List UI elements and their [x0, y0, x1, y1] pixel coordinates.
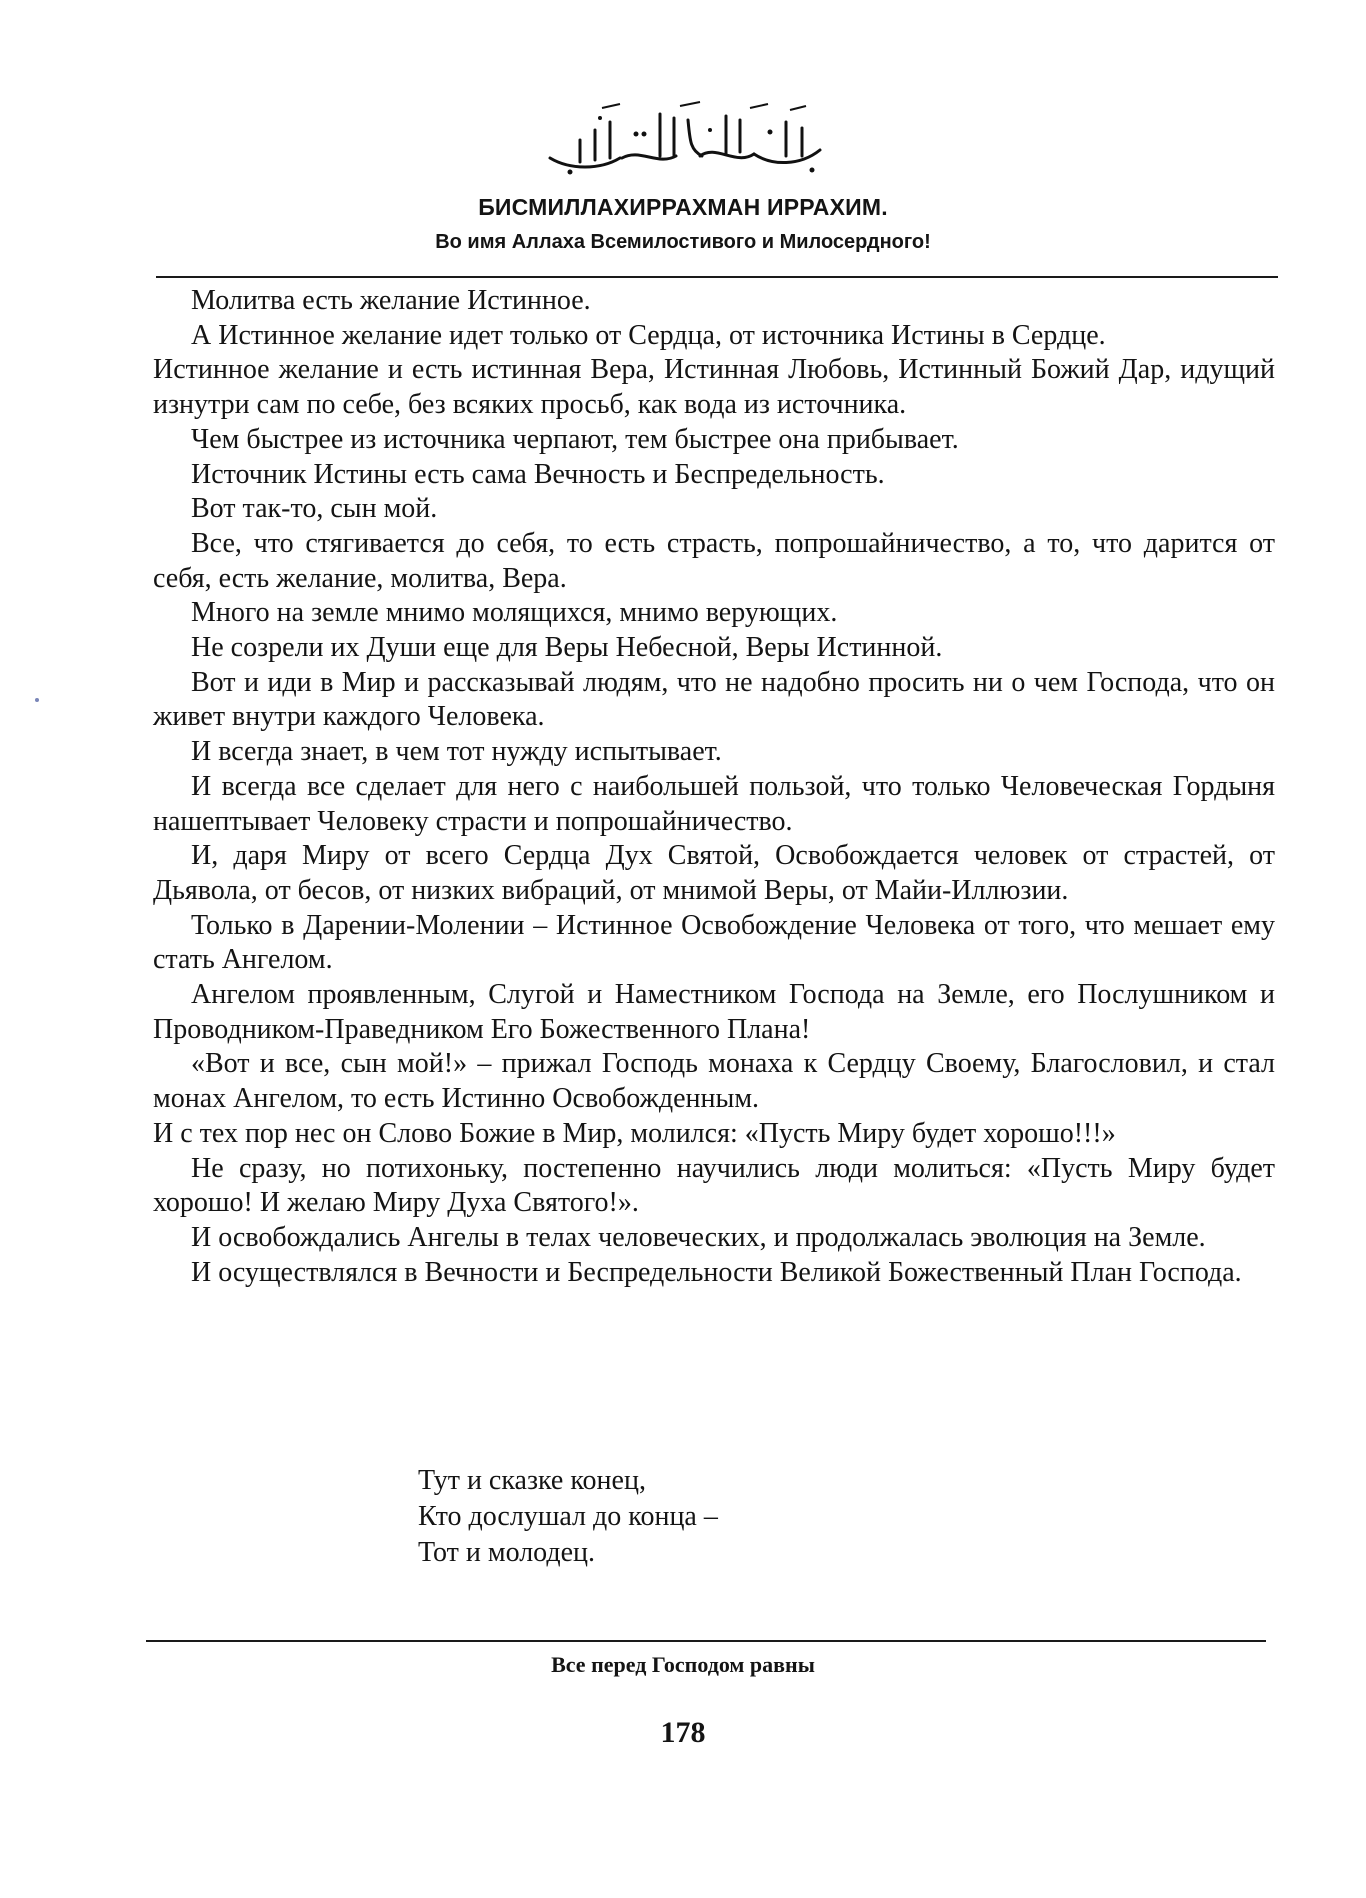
verse-line: Тут и сказке конец, [418, 1465, 646, 1496]
bismillah-calligraphy-icon [540, 100, 830, 178]
paragraph: Все, что стягивается до себя, то есть страсть, попрошайничество, а то, что дарится от себя, есть желание, молитва, Вера. [153, 527, 1275, 594]
page-number: 178 [660, 1716, 706, 1749]
paragraph: Молитва есть желание Истинное. [191, 285, 591, 316]
running-footer-title: Все перед Господом равны [551, 1652, 815, 1677]
paragraph: А Истинное желание идет только от Сердца, от источника Истины в Сердце. [191, 319, 1106, 351]
paragraph: Только в Дарении-Молении – Истинное Освобождение Человека от того, что мешает ему стать Ангелом. [153, 909, 1275, 976]
verse-line: Кто дослушал до конца – [418, 1501, 718, 1532]
paragraph: И осуществлялся в Вечности и Беспредельности Великой Божественный План Господа. [191, 1256, 1242, 1288]
closing-verse [418, 1463, 718, 1571]
paragraph: Вот так-то, сын мой. [191, 493, 438, 525]
paragraph: И, даря Миру от всего Сердца Дух Святой, Освобождается человек от страстей, от Дьявола, от бесов, от низких вибраций, от мнимой Веры, от Майи-Иллюзии. [153, 840, 1275, 906]
header-divider [156, 276, 1278, 278]
scan-speck [35, 698, 39, 702]
paragraph: Истинное желание и есть истинная Вера, Истинная Любовь, Истинный Божий Дар, идущий изнутри сам по себе, без всяких просьб, как вода из источника. [153, 354, 1275, 421]
header-title: БИСМИЛЛАХИРРАХМАН ИРРАХИМ. [478, 194, 888, 220]
paragraph: Не сразу, но потихоньку, постепенно научились люди молиться: «Пусть Миру будет хорошо! И желаю Миру Духа Святого!». [153, 1152, 1275, 1219]
footer-divider [146, 1640, 1266, 1642]
paragraph: И всегда все сделает для него с наибольшей пользой, что только Человеческая Гордыня нашептывает Человеку страсти и попрошайничество. [153, 770, 1275, 837]
paragraph: И всегда знает, в чем тот нужду испытывает. [191, 736, 722, 768]
header-subtitle: Во имя Аллаха Всемилостивого и Милосердного! [435, 231, 931, 253]
paragraph: Вот и иди в Мир и рассказывай людям, что не надобно просить ни о чем Господа, что он живет внутри каждого Человека. [153, 666, 1275, 733]
paragraph: Источник Истины есть сама Вечность и Беспредельность. [191, 458, 885, 490]
paragraph: Ангелом проявленным, Слугой и Наместником Господа на Земле, его Послушником и Проводником-Праведником Его Божественного Плана! [153, 979, 1275, 1045]
main-text [153, 284, 1275, 1290]
paragraph: «Вот и все, сын мой!» – прижал Господь монаха к Сердцу Своему, Благословил, и стал монах Ангелом, то есть Истинно Освобожденным. [153, 1048, 1275, 1115]
paragraph: Не созрели их Души еще для Веры Небесной, Веры Истинной. [191, 632, 943, 664]
paragraph: И с тех пор нес он Слово Божие в Мир, молился: «Пусть Миру будет хорошо!!!» [153, 1117, 1116, 1149]
verse-line: Тот и молодец. [418, 1537, 596, 1568]
paragraph: И освобождались Ангелы в телах человеческих, и продолжалась эволюция на Земле. [191, 1221, 1206, 1253]
paragraph: Много на земле мнимо молящихся, мнимо верующих. [191, 597, 838, 629]
paragraph: Чем быстрее из источника черпают, тем быстрее она прибывает. [191, 423, 959, 455]
